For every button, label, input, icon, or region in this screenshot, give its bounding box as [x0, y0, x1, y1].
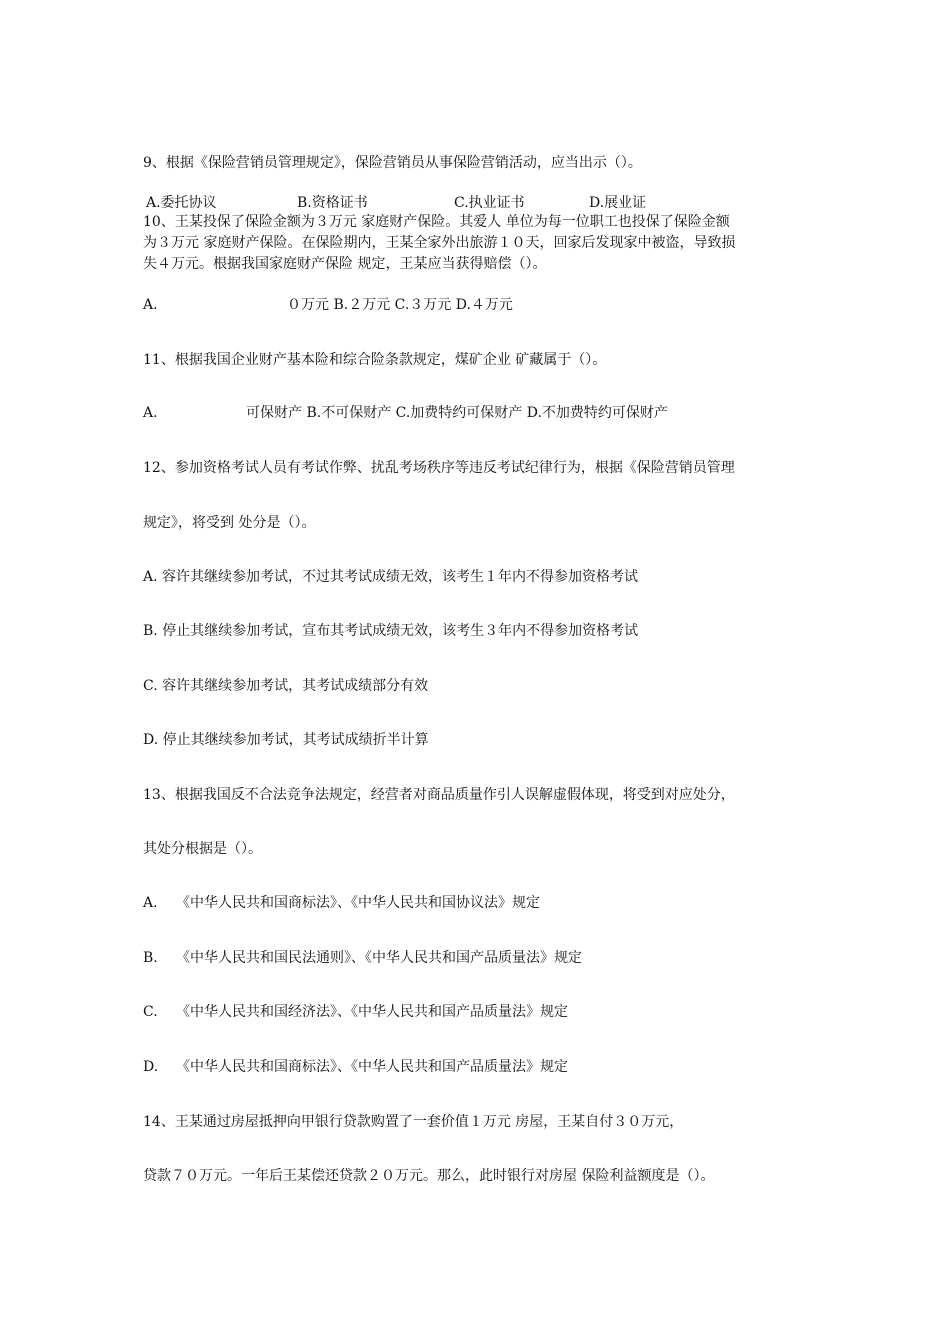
question-14-stem-line-1: 14、王某通过房屋抵押向甲银行贷款购置了一套价值１万元 房屋，王某自付３０万元，: [143, 1114, 684, 1130]
question-12-option-c: C. 容许其继续参加考试，其考试成绩部分有效: [143, 678, 429, 694]
question-13-option-a-letter: A.: [143, 895, 158, 911]
question-12-option-a: A. 容许其继续参加考试，不过其考试成绩无效，该考生１年内不得参加资格考试: [143, 569, 639, 585]
question-9-option-a: A.委托协议: [146, 195, 217, 211]
question-13-option-b-text: 《中华人民共和国民法通则》、《中华人民共和国产品质量法》规定: [176, 950, 582, 966]
question-13-option-d-text: 《中华人民共和国商标法》、《中华人民共和国产品质量法》规定: [176, 1059, 568, 1075]
question-11-options: 可保财产 B.不可保财产 C.加费特约可保财产 D.不加费特约可保财产: [246, 405, 668, 421]
question-10-options: ０万元 B.２万元 C.３万元 D.４万元: [287, 297, 513, 313]
question-11-option-a-letter: A.: [143, 405, 158, 421]
question-9-option-d: D.展业证: [589, 195, 647, 211]
question-12-option-d: D. 停止其继续参加考试，其考试成绩折半计算: [143, 732, 429, 748]
question-14-stem-line-2: 贷款７０万元。一年后王某偿还贷款２０万元。那么，此时银行对房屋 保险利益额度是（）。: [143, 1168, 715, 1184]
question-10-stem-line-3: 失４万元。根据我国家庭财产保险 规定，王某应当获得赔偿（）。: [143, 256, 547, 272]
question-13-stem-line-2: 其处分根据是（）。: [143, 841, 262, 857]
question-10-option-a-letter: A.: [143, 297, 158, 313]
question-13-option-c-letter: C.: [143, 1004, 158, 1020]
question-9-option-b: B.资格证书: [297, 195, 368, 211]
question-10-stem-line-2: 为３万元 家庭财产保险。在保险期内，王某全家外出旅游１０天，回家后发现家中被盗，导致损: [143, 235, 736, 251]
question-13-option-d-letter: D.: [143, 1059, 159, 1075]
question-13-stem-line-1: 13、根据我国反不合法竞争法规定，经营者对商品质量作引人误解虚假体现，将受到对应处分，: [143, 787, 735, 803]
question-11-stem: 11、根据我国企业财产基本险和综合险条款规定，煤矿企业 矿藏属于（）。: [143, 352, 607, 368]
question-10-stem-line-1: 10、王某投保了保险金额为３万元 家庭财产保险。其爱人 单位为每一位职工也投保了保险金额: [143, 214, 730, 230]
question-13-option-c-text: 《中华人民共和国经济法》、《中华人民共和国产品质量法》规定: [176, 1004, 568, 1020]
question-13-option-b-letter: B.: [143, 950, 158, 966]
question-9-stem: 9、根据《保险营销员管理规定》，保险营销员从事保险营销活动，应当出示（）。: [143, 155, 642, 171]
question-12-option-b: B. 停止其继续参加考试，宣布其考试成绩无效，该考生３年内不得参加资格考试: [143, 623, 639, 639]
question-13-option-a-text: 《中华人民共和国商标法》、《中华人民共和国协议法》规定: [176, 895, 540, 911]
question-12-stem-line-2: 规定》，将受到 处分是（）。: [143, 515, 316, 531]
question-9-option-c: C.执业证书: [454, 195, 525, 211]
question-12-stem-line-1: 12、参加资格考试人员有考试作弊、扰乱考场秩序等违反考试纪律行为，根据《保险营销员管理: [143, 460, 735, 476]
